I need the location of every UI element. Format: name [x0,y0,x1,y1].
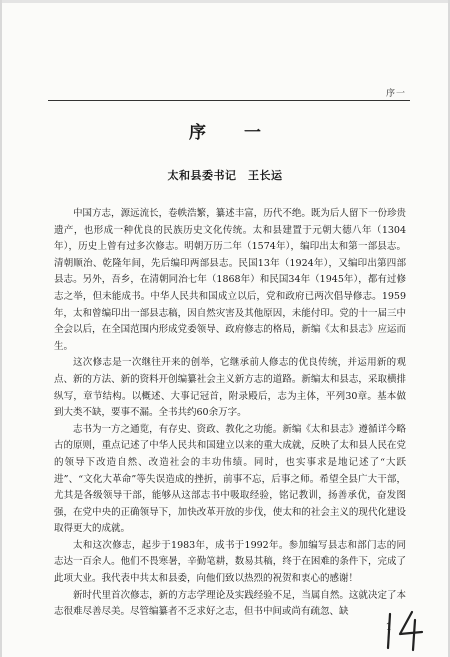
paragraph-2: 这次修志是一次继往开来的创举，它继承前人修志的优良传统，并运用新的观点、新的方法、新的资料开创编纂社会主义新方志的道路。新编太和县志，采取横排纵写，章节结构。以概述、大事记冠首，附录殿后，志为主体，平列30章。基本做到大类不缺，要事不漏。全书共约60余万字。 [54,357,406,419]
running-head: 序一 [385,89,406,99]
author-byline: 太和县委书记 王长运 [167,169,283,182]
paragraph-1: 中国方志，源远流长，卷帙浩繁，纂述丰富，历代不绝。既为后人留下一份珍贵遗产，也形成一种优良的民族历史文化传统。太和县建置于元朝大德八年（1304年），历史上曾有过多次修志。明朝万历二年（1574年），编印出太和第一部县志。清朝顺治、乾隆年间，先后编印两部县志。民国13年（1924年），又编印出第四部县志。另外，吾乡，在清朝同治七年（1868年）和民国34年（1945年），都有过修志之举，但未能成书。中华人民共和国成立以后，党和政府已两次倡导修志。1959年，太和曾编印出一部县志稿，因自然灾害及其他原因，未能付印。党的十一届三中全会以后，在全国范围内形成党委领导、政府修志的格局，新编《太和县志》应运而生。 [54,208,406,352]
page-title: 序一 [189,123,299,143]
scan-top-edge [0,0,450,3]
handwritten-mark-icon [382,608,428,652]
paragraph-3: 志书为一方之通览，有存史、资政、教化之功能。新编《太和县志》遵循详今略古的原则，重点记述了中华人民共和国建立以来的重大成就，反映了太和县人民在党的领导下改造自然、改造社会的丰功伟绩。同时，也实事求是地记述了“大跃进”、“文化大革命”等失误造成的挫折，前事不忘，后事之师。希望全县广大干部，尤其是各级领导干部，能够从这部志书中吸取经验，铭记教训，扬善承优，奋发图强，在党中央的正确领导下，加快改革开放的步伐，使太和的社会主义的现代化建设取得更大的成就。 [54,423,406,535]
body-text [54,206,406,621]
paragraph-4: 太和这次修志，起步于1983年，成书于1992年。参加编写县志和部门志的同志达一百余人。他们不畏寒暑，辛勤笔耕，数易其稿，终于在困难的条件下，完成了此项大业。我代表中共太和县委，向他们致以热烈的祝贺和衷心的感谢！ [54,539,406,585]
page-number: 1 [385,622,392,633]
paragraph-5: 新时代里首次修志，新的方志学理论及实践经验不足，当属自然。这就决定了本志很难尽善尽美。尽管编纂者不乏求好之志，但书中间或尚有疏忽、缺 [54,589,406,618]
scan-left-edge [0,0,2,657]
header-rule [48,100,410,101]
